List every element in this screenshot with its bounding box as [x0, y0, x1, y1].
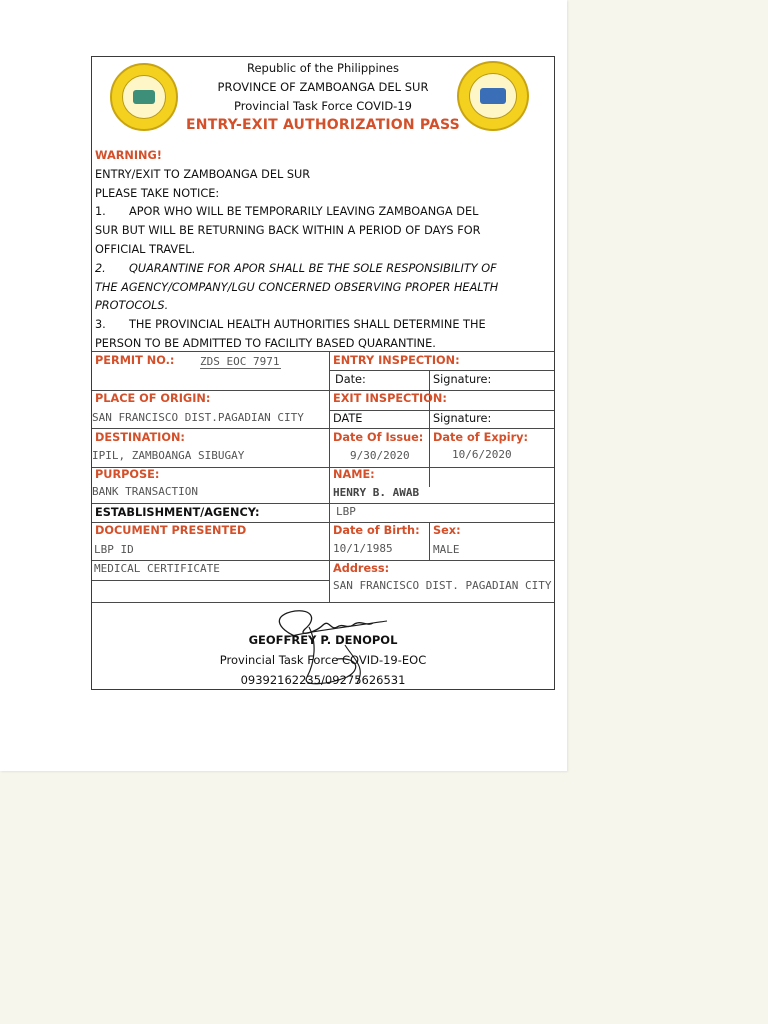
name-label: NAME: — [333, 468, 375, 481]
grid-line — [92, 467, 554, 468]
signatory-name: GEOFFREY P. DENOPOL — [248, 633, 398, 647]
notice-item-3-cont: PERSON TO BE ADMITTED TO FACILITY BASED QUARANTINE. — [95, 336, 436, 350]
notice-item-1: 1. APOR WHO WILL BE TEMPORARILY LEAVING ZAMBOANGA DEL — [95, 205, 479, 219]
address-label: Address: — [333, 562, 390, 575]
entry-date-label: Date: — [335, 373, 366, 386]
grid-divider — [329, 467, 330, 603]
notice-line: PLEASE TAKE NOTICE: — [95, 186, 220, 200]
notice-section — [95, 147, 550, 354]
document-value-2: MEDICAL CERTIFICATE — [94, 562, 220, 575]
notice-item-1-cont: SUR BUT WILL BE RETURNING BACK WITHIN A PERIOD OF DAYS FOR — [95, 224, 481, 238]
sex-value: MALE — [433, 543, 460, 556]
header-province: PROVINCE OF ZAMBOANGA DEL SUR — [217, 80, 429, 94]
signatory-block — [92, 607, 554, 691]
address-value: SAN FRANCISCO DIST. PAGADIAN CITY — [333, 579, 552, 592]
purpose-label: PURPOSE: — [95, 468, 160, 481]
notice-item-2: 2. QUARANTINE FOR APOR SHALL BE THE SOLE RESPONSIBILITY OF — [95, 261, 497, 275]
grid-divider — [429, 522, 430, 560]
grid-line — [92, 522, 554, 523]
date-of-expiry-label: Date of Expiry: — [433, 431, 529, 444]
authorization-pass — [91, 56, 555, 690]
date-of-birth-label: Date of Birth: — [333, 524, 420, 537]
pass-title: ENTRY-EXIT AUTHORIZATION PASS — [186, 117, 460, 133]
date-of-expiry-value: 10/6/2020 — [452, 448, 512, 461]
establishment-value: LBP — [336, 505, 356, 518]
destination-value: IPIL, ZAMBOANGA SIBUGAY — [92, 449, 245, 462]
place-of-origin-value: SAN FRANCISCO DIST.PAGADIAN CITY — [92, 411, 304, 424]
destination-label: DESTINATION: — [95, 431, 185, 444]
warning-label: WARNING! — [95, 149, 162, 162]
date-of-birth-value: 10/1/1985 — [333, 542, 393, 555]
grid-line — [92, 560, 554, 561]
permit-label: PERMIT NO.: — [95, 354, 175, 367]
notice-item-2-cont: THE AGENCY/COMPANY/LGU CONCERNED OBSERVING PROPER HEALTH — [95, 280, 499, 294]
grid-line — [92, 390, 554, 391]
pass-header — [92, 57, 554, 143]
notice-line: ENTRY/EXIT TO ZAMBOANGA DEL SUR — [95, 167, 311, 181]
grid-line — [92, 503, 554, 504]
place-of-origin-label: PLACE OF ORIGIN: — [95, 392, 211, 405]
exit-signature-label: Signature: — [433, 412, 492, 425]
notice-item-1-cont: OFFICIAL TRAVEL. — [95, 242, 196, 256]
header-task-force: Provincial Task Force COVID-19 — [234, 99, 412, 113]
signatory-phone: 09392162235/09275626531 — [240, 673, 406, 687]
document-presented-label: DOCUMENT PRESENTED — [95, 524, 247, 537]
header-republic: Republic of the Philippines — [246, 61, 400, 75]
name-value: HENRY B. AWAB — [333, 486, 420, 499]
permit-number: ZDS EOC 7971 — [200, 355, 280, 368]
date-of-issue-label: Date Of Issue: — [333, 431, 424, 444]
entry-signature-label: Signature: — [433, 373, 492, 386]
signatory-title: Provincial Task Force COVID-19-EOC — [219, 653, 427, 667]
grid-line — [329, 410, 554, 411]
sex-label: Sex: — [433, 524, 461, 537]
grid-line — [92, 351, 554, 352]
grid-line — [92, 602, 554, 603]
notice-item-2-cont: PROTOCOLS. — [95, 299, 169, 313]
entry-inspection-label: ENTRY INSPECTION: — [333, 354, 460, 367]
grid-line — [329, 370, 554, 371]
date-of-issue-value: 9/30/2020 — [350, 449, 410, 462]
purpose-value: BANK TRANSACTION — [92, 485, 198, 498]
grid-line — [92, 428, 554, 429]
exit-inspection-label: EXIT INSPECTION: — [333, 392, 447, 405]
document-value-1: LBP ID — [94, 543, 134, 556]
exit-date-label: DATE — [333, 412, 363, 425]
grid-line — [92, 580, 329, 581]
notice-item-3: 3. THE PROVINCIAL HEALTH AUTHORITIES SHALL DETERMINE THE — [95, 318, 486, 332]
establishment-label: ESTABLISHMENT/AGENCY: — [95, 506, 260, 519]
